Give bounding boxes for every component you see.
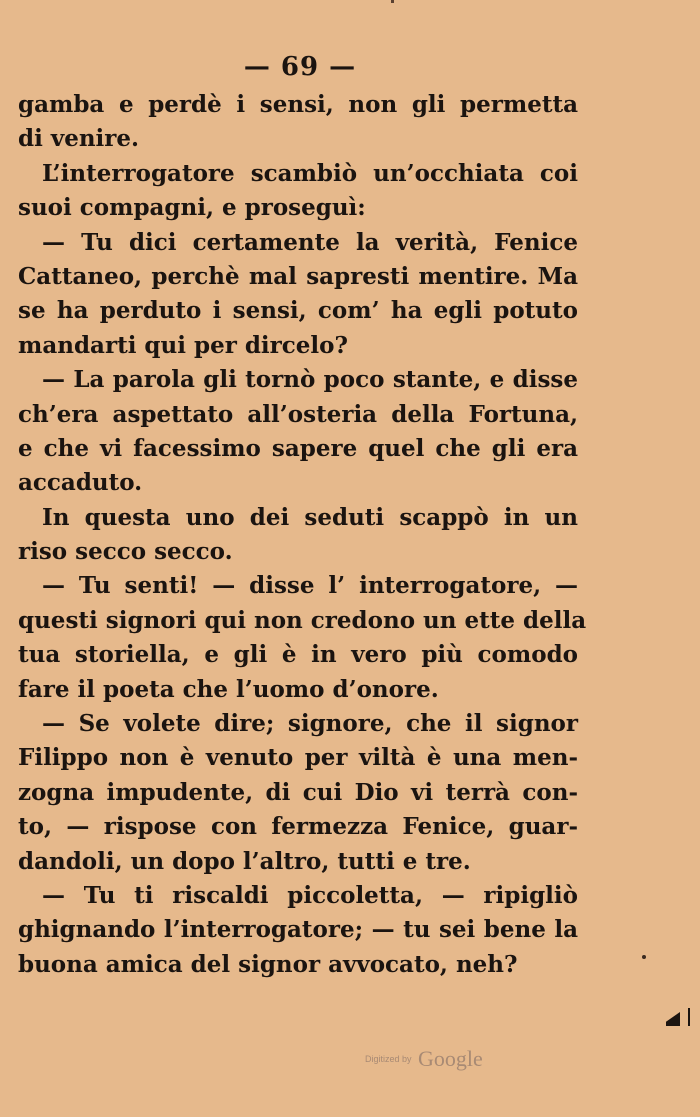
text-line: Filippo non è venuto per viltà è una men- <box>18 744 578 772</box>
text-line: fare il poeta che l’uomo d’onore. <box>18 675 439 703</box>
page-edge-bar <box>688 1008 690 1026</box>
body-text <box>18 88 587 982</box>
text-line: In questa uno dei seduti scappò in un <box>42 503 578 531</box>
text-line: di venire. <box>18 125 140 153</box>
text-line: mandarti qui per dircelo? <box>18 331 348 359</box>
text-line: questi signori qui non credono un ette della <box>18 606 587 634</box>
ink-speck <box>642 955 646 959</box>
watermark-prefix: Digitized by <box>365 1054 412 1064</box>
text-line: accaduto. <box>18 469 143 497</box>
text-line: — Tu dici certamente la verità, Fenice <box>42 228 578 256</box>
page-edge-mark <box>666 1012 680 1026</box>
text-line: ghignando l’interrogatore; — tu sei bene la <box>18 916 578 944</box>
text-line: L’interrogatore scambiò un’occhiata coi <box>42 159 578 187</box>
text-line: Cattaneo, perchè mal sapresti mentire. Ma <box>18 262 578 290</box>
text-line: — Se volete dire; signore, che il signor <box>42 710 578 738</box>
text-line: buona amica del signor avvocato, neh? <box>18 950 518 978</box>
top-mark <box>391 0 394 3</box>
text-line: — La parola gli tornò poco stante, e disse <box>42 366 578 394</box>
text-line: ch’era aspettato all’osteria della Fortuna, <box>18 400 578 428</box>
text-line: tua storiella, e gli è in vero più comodo <box>18 641 578 669</box>
text-line: zogna impudente, di cui Dio vi terrà con- <box>18 778 578 806</box>
text-line: to, — rispose con fermezza Fenice, guar- <box>18 813 578 841</box>
text-line: suoi compagni, e proseguì: <box>18 194 366 222</box>
text-line: se ha perduto i sensi, com’ ha egli potuto <box>18 297 578 325</box>
text-line: dandoli, un dopo l’altro, tutti e tre. <box>18 847 471 875</box>
digitized-watermark <box>365 1046 483 1072</box>
page-number: — 69 — <box>243 52 357 82</box>
text-line: — Tu ti riscaldi piccoletta, — ripigliò <box>42 881 578 909</box>
text-line: gamba e perdè i sensi, non gli permetta <box>18 91 578 118</box>
text-line: e che vi facessimo sapere quel che gli era <box>18 434 578 462</box>
text-line: riso secco secco. <box>18 538 233 566</box>
text-line: — Tu senti! — disse l’ interrogatore, — <box>42 572 578 600</box>
watermark-brand: Google <box>417 1046 483 1071</box>
